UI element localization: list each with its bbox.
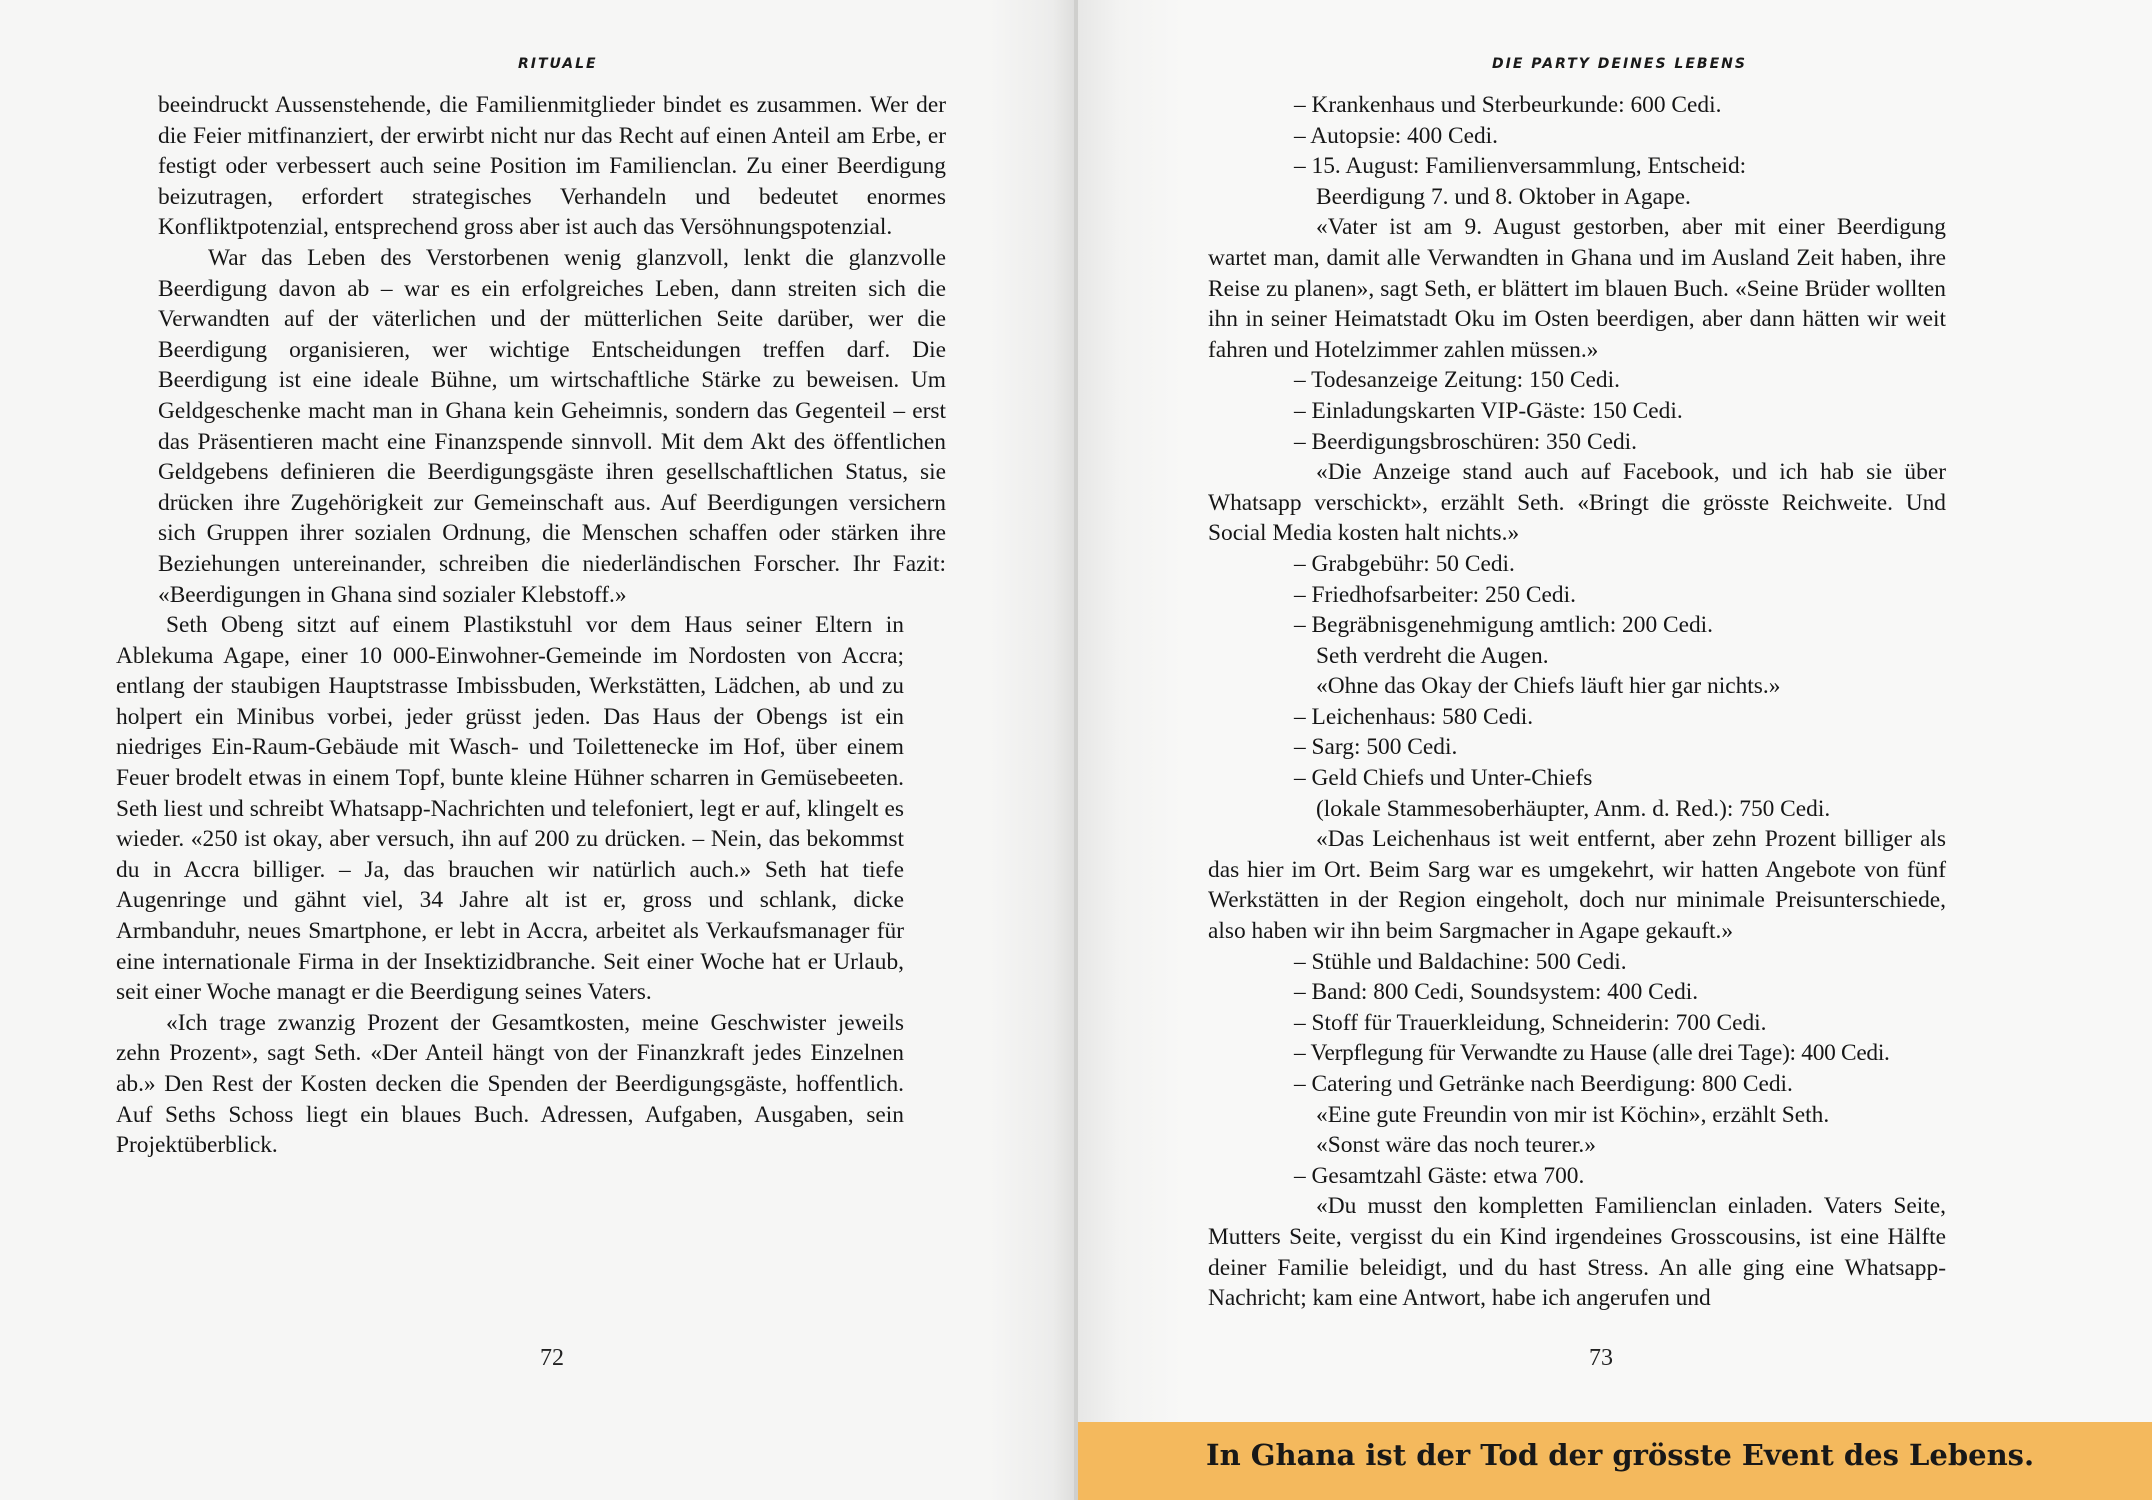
list-item: – Gesamtzahl Gäste: etwa 700. xyxy=(1294,1162,1585,1189)
list-item: – Autopsie: 400 Cedi. xyxy=(1294,122,1499,149)
list-item: – Verpflegung für Verwandte zu Hause (alle drei Tage): 400 Cedi. xyxy=(1294,1040,1890,1067)
quote-paragraph: «Die Anzeige stand auch auf Facebook, und ich hab sie über Whatsapp verschickt», erzählt Seth. «Bringt die grösste Reichweite. Und Social Media kosten halt nichts.» xyxy=(1208,459,1946,547)
left-running-head: RITUALE xyxy=(518,56,598,72)
list-item: – Friedhofsarbeiter: 250 Cedi. xyxy=(1294,581,1576,608)
list-item: – Stoff für Trauerkleidung, Schneiderin: 700 Cedi. xyxy=(1294,1009,1767,1036)
left-page xyxy=(0,0,1074,1500)
list-item-continuation: Beerdigung 7. und 8. Oktober in Agape. xyxy=(1316,183,1691,210)
list-item: – Geld Chiefs und Unter-Chiefs xyxy=(1294,765,1593,792)
list-item: – Leichenhaus: 580 Cedi. xyxy=(1294,703,1534,730)
right-running-head: DIE PARTY DEINES LEBENS xyxy=(1492,56,1747,72)
left-paragraph-1: beeindruckt Aussenstehende, die Familienmitglieder bindet es zusammen. Wer der die Feier mitfinanziert, der erwirbt nicht nur das Recht auf einen Anteil am Erbe, er festigt oder verbessert auch seine Position im Familienclan. Zu einer Beerdigung beizutragen, erfordert strategisches Verhandeln und bedeutet enormes Konfliktpotenzial, entsprechend gross aber ist auch das Versöhnungspotenzial. xyxy=(158,92,946,241)
quote-paragraph: «Vater ist am 9. August gestorben, aber mit einer Beerdigung wartet man, damit alle Verwandten in Ghana und im Ausland Zeit haben, ihre Reise zu planen», sagt Seth, er blättert im blauen Buch. «Seine Brüder wollten ihn in seiner Heimatstadt Oku im Osten beerdigen, aber dann hätten wir weit fahren und Hotelzimmer zahlen müssen.» xyxy=(1208,214,1946,363)
right-body-text xyxy=(1208,90,1946,1314)
right-page xyxy=(1078,0,2152,1500)
text-line: «Eine gute Freundin von mir ist Köchin», erzählt Seth. xyxy=(1316,1101,1830,1128)
left-paragraph-3: Seth Obeng sitzt auf einem Plastikstuhl vor dem Haus seiner Eltern in Ablekuma Agape, einer 10 000-Einwohner-Gemeinde im Nordosten von Accra; entlang der staubigen Hauptstrasse Imbissbuden, Werkstätten, Lädchen, ab und zu holpert ein Minibus vorbei, jeder grüsst jeden. Das Haus der Obengs ist ein niedriges Ein-Raum-Gebäude mit Wasch- und Toilettenecke im Hof, über einem Feuer brodelt etwas in einem Topf, bunte kleine Hühner scharren in Gemüsebeeten. Seth liest und schreibt Whatsapp-Nachrichten und telefoniert, legt er auf, klingelt es wieder. «250 ist okay, aber versuch, ihn auf 200 zu drücken. – Nein, das bekommst du in Accra billiger. – Ja, das brauchen wir natürlich auch.» Seth hat tiefe Augenringe und gähnt viel, 34 Jahre alt ist er, gross und schlank, dicke Armbanduhr, neues Smartphone, er lebt in Accra, arbeitet als Verkaufsmanager für eine internationale Firma in der Insektizidbranche. Seit einer Woche hat er Urlaub, seit einer Woche managt er die Beerdigung seines Vaters. xyxy=(116,612,904,1006)
pull-quote-banner xyxy=(1078,1422,2152,1500)
list-item: – Grabgebühr: 50 Cedi. xyxy=(1294,550,1515,577)
list-item: – Stühle und Baldachine: 500 Cedi. xyxy=(1294,948,1627,975)
list-item: – Todesanzeige Zeitung: 150 Cedi. xyxy=(1294,367,1620,394)
quote-paragraph: «Das Leichenhaus ist weit entfernt, aber zehn Prozent billiger als das hier im Ort. Beim Sarg war es umgekehrt, wir hatten Angebote von fünf Werkstätten in der Region eingeholt, doch nur minimale Preisunterschiede, also haben wir ihn beim Sargmacher in Agape gekauft.» xyxy=(1208,826,1946,945)
list-item: – 15. August: Familienversammlung, Entscheid: xyxy=(1294,153,1747,180)
left-paragraph-2: War das Leben des Verstorbenen wenig glanzvoll, lenkt die glanzvolle Beerdigung davon ab – war es ein erfolgreiches Leben, dann streiten sich die Verwandten auf der väterlichen und der mütterlichen Seite darüber, wer die Beerdigung organisieren, wer wichtige Entscheidungen treffen darf. Die Beerdigung ist eine ideale Bühne, um wirtschaftliche Stärke zu beweisen. Um Geldgeschenke macht man in Ghana kein Geheimnis, sondern das Gegenteil – erst das Präsentieren macht eine Finanzspende sinnvoll. Mit dem Akt des öffentlichen Geldgebens definieren die Beerdigungsgäste ihren gesellschaftlichen Status, sie drücken ihre Zugehörigkeit zur Gemeinschaft aus. Auf Beerdigungen versichern sich Gruppen ihrer sozialen Ordnung, die Menschen schaffen oder stärken ihre Beziehungen untereinander, schreiben die niederländischen Forscher. Ihr Fazit: «Beerdigungen in Ghana sind sozialer Klebstoff.» xyxy=(158,244,946,608)
text-line: Seth verdreht die Augen. xyxy=(1316,642,1549,669)
list-item: – Sarg: 500 Cedi. xyxy=(1294,734,1458,761)
quote-paragraph: «Du musst den kompletten Familienclan einladen. Vaters Seite, Mutters Seite, vergisst du ein Kind irgendeines Grosscousins, ist eine Hälfte deiner Familie beleidigt, und du hast Stress. An alle ging eine Whatsapp-Nachricht; kam eine Antwort, habe ich angerufen und xyxy=(1208,1193,1946,1312)
list-item: – Einladungskarten VIP-Gäste: 150 Cedi. xyxy=(1294,397,1683,424)
text-line: «Sonst wäre das noch teurer.» xyxy=(1316,1132,1596,1159)
pull-quote-text: In Ghana ist der Tod der grösste Event des Lebens. xyxy=(1206,1438,2035,1472)
left-body-text xyxy=(116,90,946,1161)
right-page-number: 73 xyxy=(1589,1345,1613,1371)
list-item-continuation: (lokale Stammesoberhäupter, Anm. d. Red.): 750 Cedi. xyxy=(1316,795,1831,822)
text-line: «Ohne das Okay der Chiefs läuft hier gar nichts.» xyxy=(1316,673,1781,700)
list-item: – Catering und Getränke nach Beerdigung: 800 Cedi. xyxy=(1294,1071,1793,1097)
list-item: – Begräbnisgenehmigung amtlich: 200 Cedi. xyxy=(1294,612,1714,639)
list-item: – Krankenhaus und Sterbeurkunde: 600 Cedi. xyxy=(1294,92,1722,118)
left-page-number: 72 xyxy=(540,1345,564,1371)
list-item: – Beerdigungsbroschüren: 350 Cedi. xyxy=(1294,428,1638,455)
list-item: – Band: 800 Cedi, Soundsystem: 400 Cedi. xyxy=(1294,979,1699,1006)
left-paragraph-4: «Ich trage zwanzig Prozent der Gesamtkosten, meine Geschwister jeweils zehn Prozent», sagt Seth. «Der Anteil hängt von der Finanzkraft jedes Einzelnen ab.» Den Rest der Kosten decken die Spenden der Beerdigungsgäste, hoffentlich. Auf Seths Schoss liegt ein blaues Buch. Adressen, Aufgaben, Ausgaben, sein Projektüberblick. xyxy=(116,1009,904,1159)
